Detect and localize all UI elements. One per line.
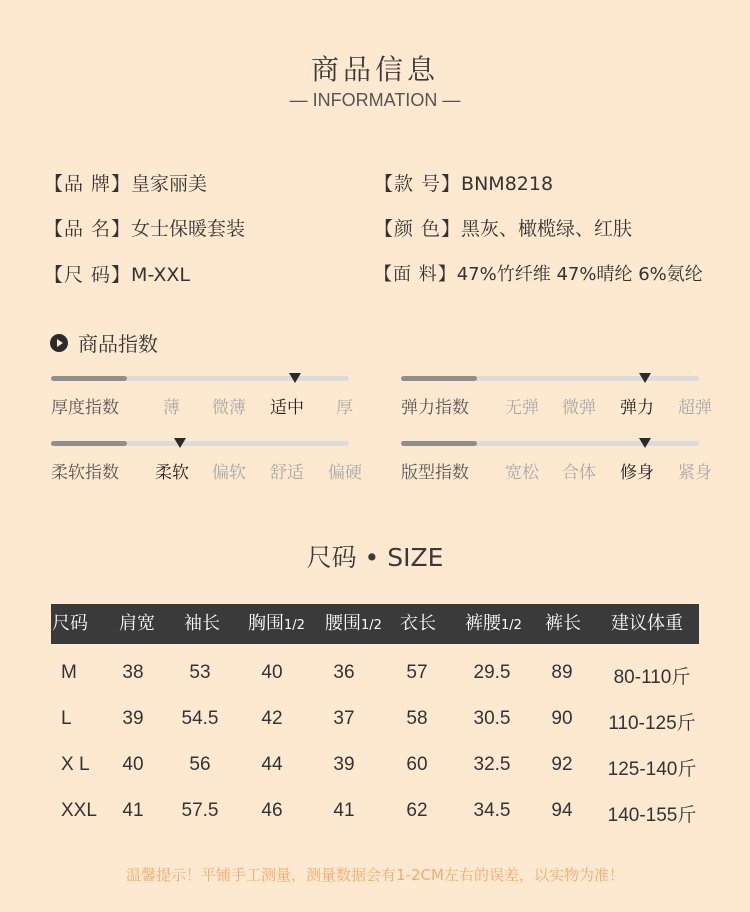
- size-column-header: [52, 604, 88, 644]
- size-table-cell: 29.5: [473, 662, 511, 683]
- play-circle-icon: [50, 334, 68, 352]
- index-option: 薄: [163, 398, 180, 418]
- index-label: 版型指数: [401, 463, 469, 483]
- size-column-header: [545, 604, 581, 644]
- size-column-header: [248, 604, 305, 644]
- index-label: 弹力指数: [401, 398, 469, 418]
- size-table-cell: XXL: [61, 800, 97, 821]
- index-label: 厚度指数: [51, 398, 119, 418]
- size-table-cell: 46: [261, 800, 283, 821]
- info-value: M-XXL: [131, 264, 190, 286]
- size-table-cell: 62: [406, 800, 428, 821]
- size-column-header-suffix: 1/2: [501, 618, 522, 633]
- info-label: 【款 号】: [374, 173, 462, 195]
- size-table-cell: 41: [333, 800, 355, 821]
- size-table-cell: L: [61, 708, 72, 729]
- size-table-cell: 57.5: [181, 800, 219, 821]
- index-option: 超弹: [678, 398, 712, 418]
- index-track: [401, 441, 699, 446]
- page-title: 商品信息: [310, 53, 439, 86]
- info-product-name: [44, 214, 245, 241]
- index-option: 弹力: [620, 398, 654, 418]
- index-option: 偏软: [212, 463, 246, 483]
- index-track: [51, 376, 349, 381]
- size-column-header: [465, 604, 522, 644]
- index-marker-icon: [289, 373, 301, 383]
- size-column-header-label: 肩宽: [119, 613, 155, 634]
- index-track: [401, 376, 699, 381]
- size-table-cell: 41: [122, 800, 144, 821]
- size-table-cell: 56: [189, 754, 211, 775]
- size-column-header: [184, 604, 220, 644]
- size-table-cell: 36: [333, 662, 355, 683]
- index-option: 厚: [336, 398, 353, 418]
- size-table-cell: 54.5: [181, 708, 219, 729]
- size-column-header: [400, 604, 436, 644]
- size-table-cell: 125-140斤: [607, 759, 697, 780]
- size-column-header-label: 腰围: [325, 613, 361, 634]
- size-table-cell: 39: [333, 754, 355, 775]
- index-option: 微弹: [562, 398, 596, 418]
- size-table-cell: X L: [61, 754, 90, 775]
- info-label: 【品 名】: [44, 218, 132, 240]
- size-table-cell: 89: [551, 662, 573, 683]
- size-table-cell: 57: [406, 662, 428, 683]
- info-style-number: [374, 169, 553, 196]
- size-table-cell: 40: [261, 662, 283, 683]
- size-table-header: [51, 604, 699, 644]
- index-track-fill: [401, 376, 477, 381]
- index-track-fill: [51, 376, 127, 381]
- measurement-note: 温馨提示！平铺手工测量，测量数据会有1-2CM左右的误差，以实物为准！: [126, 866, 624, 884]
- size-column-header: [325, 604, 382, 644]
- index-option: 微薄: [212, 398, 246, 418]
- size-table-cell: 44: [261, 754, 283, 775]
- size-table-cell: 40: [122, 754, 144, 775]
- index-marker-icon: [174, 438, 186, 448]
- size-table-cell: 92: [551, 754, 573, 775]
- info-label: 【尺 码】: [44, 264, 132, 286]
- index-option: 偏硬: [328, 463, 362, 483]
- size-table-cell: 53: [189, 662, 211, 683]
- info-value: 黑灰、橄榄绿、红肤: [461, 218, 633, 240]
- size-table-cell: 94: [551, 800, 573, 821]
- index-track: [51, 441, 349, 446]
- index-option: 修身: [620, 463, 654, 483]
- size-column-header-label: 尺码: [52, 613, 88, 634]
- size-table-cell: 32.5: [473, 754, 511, 775]
- index-option: 柔软: [155, 463, 189, 483]
- size-title: 尺码 • SIZE: [306, 543, 444, 572]
- index-option: 适中: [270, 398, 304, 418]
- size-table-cell: 110-125斤: [608, 713, 696, 734]
- size-column-header-label: 建议体重: [611, 613, 683, 634]
- index-label: 柔软指数: [51, 463, 119, 483]
- size-column-header-label: 胸围: [248, 613, 284, 634]
- info-colors: [374, 214, 632, 241]
- info-brand: [44, 169, 207, 196]
- index-marker-icon: [639, 438, 651, 448]
- size-table-cell: 90: [551, 708, 573, 729]
- info-size-range: [44, 260, 190, 287]
- index-option: 紧身: [678, 463, 712, 483]
- indices-heading: [50, 328, 158, 357]
- info-value: 女士保暖套装: [131, 218, 246, 240]
- index-option: 合体: [562, 463, 596, 483]
- info-value: BNM8218: [461, 173, 554, 195]
- size-table-cell: 38: [122, 662, 144, 683]
- size-column-header-label: 袖长: [184, 613, 220, 634]
- indices-heading-label: 商品指数: [78, 332, 158, 356]
- size-column-header-label: 裤长: [545, 613, 581, 634]
- index-option: 宽松: [505, 463, 539, 483]
- size-column-header: [119, 604, 155, 644]
- size-column-header-label: 衣长: [400, 613, 436, 634]
- info-label: 【面 料】: [374, 264, 457, 285]
- size-table-cell: 37: [333, 708, 355, 729]
- size-table-cell: 42: [261, 708, 283, 729]
- size-table-cell: 140-155斤: [607, 805, 697, 826]
- size-column-header-suffix: 1/2: [361, 618, 382, 633]
- info-label: 【品 牌】: [44, 173, 132, 195]
- size-column-header-label: 裤腰: [465, 613, 501, 634]
- index-track-fill: [401, 441, 477, 446]
- size-column-header: [611, 604, 683, 644]
- info-value: 47%竹纤维 47%晴纶 6%氨纶: [456, 264, 703, 285]
- size-column-header-suffix: 1/2: [284, 618, 305, 633]
- size-table-cell: 58: [406, 708, 428, 729]
- size-table-cell: 60: [406, 754, 428, 775]
- size-table-cell: 39: [122, 708, 144, 729]
- index-option: 无弹: [505, 398, 539, 418]
- size-table-cell: 34.5: [473, 800, 511, 821]
- page-subtitle: — INFORMATION —: [289, 90, 461, 110]
- index-option: 舒适: [270, 463, 304, 483]
- info-fabric: [374, 260, 703, 286]
- index-marker-icon: [639, 373, 651, 383]
- info-value: 皇家丽美: [131, 173, 208, 195]
- index-track-fill: [51, 441, 127, 446]
- size-table-cell: 80-110斤: [613, 667, 691, 688]
- size-table-cell: 30.5: [473, 708, 511, 729]
- info-label: 【颜 色】: [374, 218, 462, 240]
- size-table-cell: M: [61, 662, 77, 683]
